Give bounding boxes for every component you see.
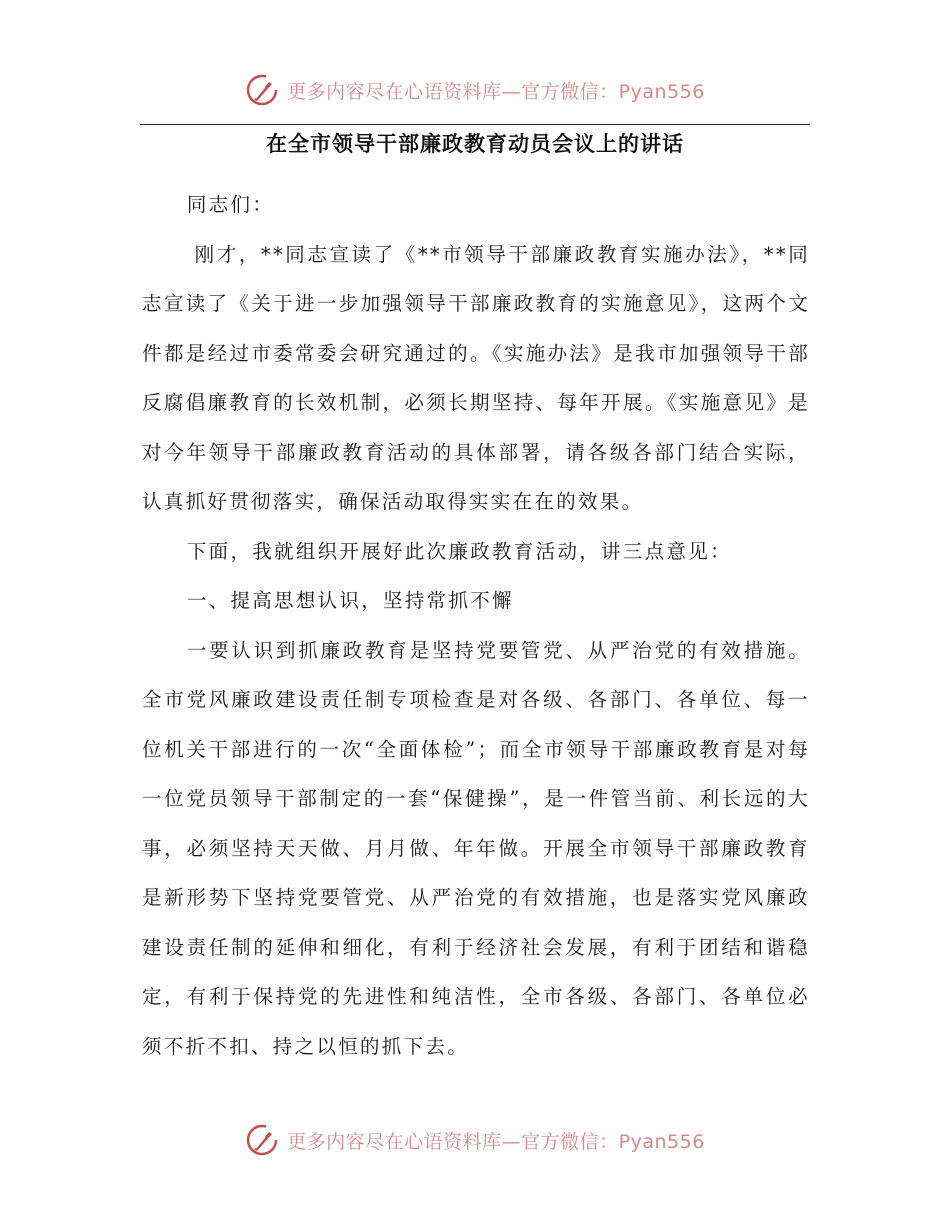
document-body xyxy=(142,180,810,1071)
paragraph: 下面，我就组织开展好此次廉政教育活动，讲三点意见： xyxy=(186,539,732,563)
footer-banner-text: 更多内容尽在心语资料库—官方微信：Pyan556 xyxy=(287,1130,705,1153)
header-rule xyxy=(140,124,810,125)
paragraph: 刚才，**同志宣读了《**市领导干部廉政教育实施办法》，**同志宣读了《关于进一步加强领导干部廉政教育的实施意见》，这两个文件都是经过市委常委会研究通过的。《实施办法》是我市加强领导干部反腐倡廉教育的长效机制，必须长期坚持、每年开展。《实施意见》是对今年领导干部廉政教育活动的具体部署，请各级各部门结合实际，认真抓好贯彻落实，确保活动取得实实在在的效果。 xyxy=(142,242,810,513)
quill-logo-icon xyxy=(245,1123,279,1157)
salutation: 同志们： xyxy=(186,193,275,216)
footer-banner xyxy=(0,1120,950,1160)
paragraph: 一要认识到抓廉政教育是坚持党要管党、从严治党的有效措施。全市党风廉政建设责任制专项检查是对各级、各部门、各单位、每一位机关干部进行的一次“全面体检”；而全市领导干部廉政教育是对每一位党员领导干部制定的一套“保健操”，是一件管当前、利长远的大事，必须坚持天天做、月月做、年年做。开展全市领导干部廉政教育是新形势下坚持党要管党、从严治党的有效措施，也是落实党风廉政建设责任制的延伸和细化，有利于经济社会发展，有利于团结和谐稳定，有利于保持党的先进性和纯洁性，全市各级、各部门、各单位必须不折不扣、持之以恒的抓下去。 xyxy=(142,638,810,1058)
header-banner xyxy=(0,70,950,110)
quill-logo-icon xyxy=(245,73,279,107)
section-heading: 一、提高思想认识，坚持常抓不懈 xyxy=(186,589,514,612)
document-title: 在全市领导干部廉政教育动员会议上的讲话 xyxy=(266,132,684,156)
header-banner-text: 更多内容尽在心语资料库—官方微信：Pyan556 xyxy=(287,80,705,103)
